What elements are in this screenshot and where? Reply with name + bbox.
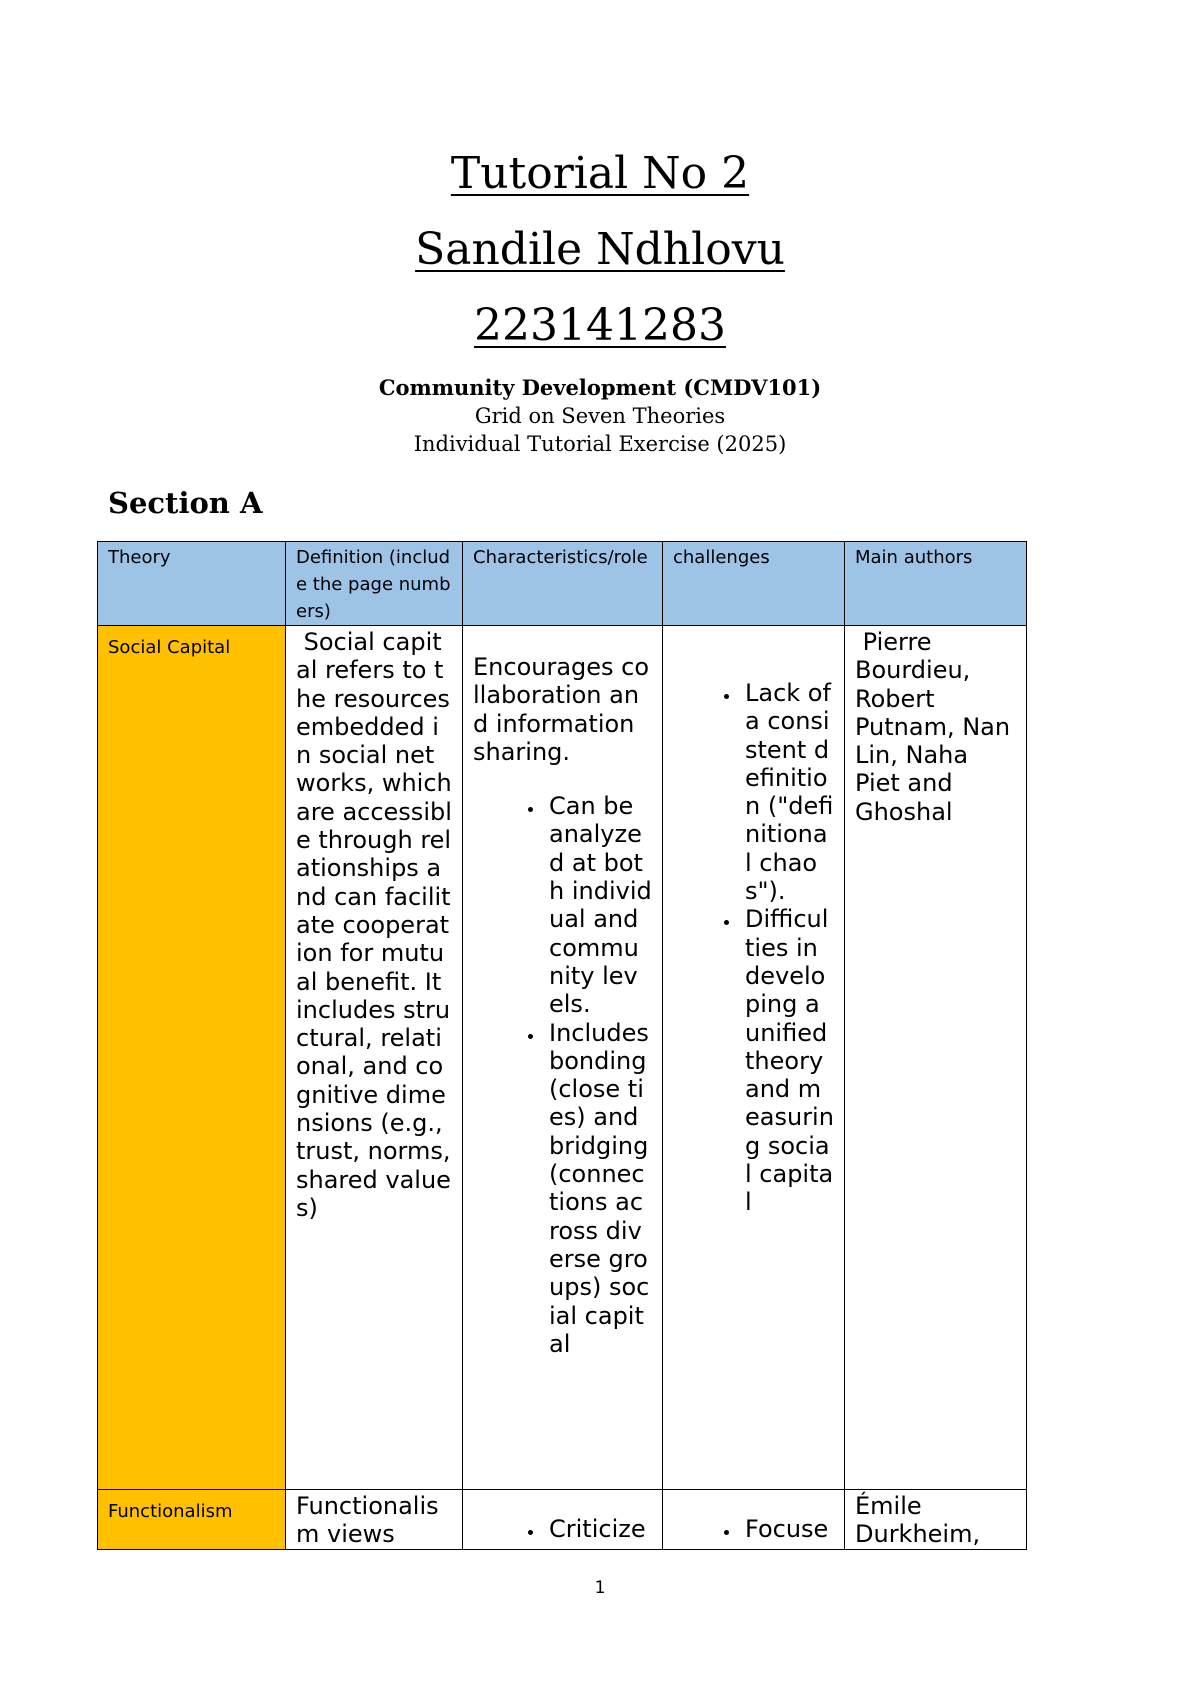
authors-text: Émile Durkheim, [855,1492,981,1549]
course-subtitle: Grid on Seven Theories [474,404,726,428]
student-number: 223141283 [474,300,726,351]
theory-cell: Social Capital [98,626,286,1490]
characteristics-cell [463,626,663,1490]
list-item: • Can be analyzed at both individual and community levels. [545,792,652,1018]
characteristics-list [473,792,652,1358]
header-authors: Main authors [845,542,1027,626]
header-characteristics: Characteristics/role [463,542,663,626]
challenges-list [673,1515,834,1543]
characteristics-intro: Encourages collaboration and information sharing. [473,653,650,766]
table-row [98,1490,1027,1550]
section-heading: Section A [108,486,263,520]
exercise-label: Individual Tutorial Exercise (2025) [413,432,787,456]
list-item: • Lack of a consistent definition ("definitional chaos"). [741,679,834,905]
tutorial-title: Tutorial No 2 [450,148,750,199]
list-item: • Difficulties in developing a unified theory and measuring social capital [741,905,834,1216]
header-definition: Definition (include the page numbers) [286,542,463,626]
challenges-cell [663,1490,845,1550]
definition-text: Functionalism views [296,1492,439,1549]
table-row [98,626,1027,1490]
header-theory: Theory [98,542,286,626]
course-name: Community Development (CMDV101) [378,375,822,400]
definition-cell [286,626,463,1490]
theory-cell: Functionalism [98,1490,286,1550]
student-name: Sandile Ndhlovu [415,224,785,275]
list-item: • Includes bonding (close ties) and bridging (connections across diverse groups) social capital [545,1019,652,1359]
page-number: 1 [594,1578,606,1598]
table-header-row [98,542,1027,626]
authors-cell [845,1490,1027,1550]
authors-text: Pierre Bourdieu, Robert Putnam, Nan Lin, Naha Piet and Ghoshal [855,628,1018,826]
theories-table [97,541,1027,1550]
list-item: • Focuse [741,1515,834,1543]
authors-cell [845,626,1027,1490]
challenges-list [673,679,834,1217]
characteristics-list [473,1515,652,1543]
definition-text: Social capital refers to the resources embedded in social networks, which are accessible through relationships and can facilitate cooperation for mutual benefit. It includes structural, relational, and cognitive dimensions (e.g., trust, norms, shared values) [296,628,460,1222]
characteristics-cell [463,1490,663,1550]
challenges-cell [663,626,845,1490]
definition-cell [286,1490,463,1550]
header-challenges: challenges [663,542,845,626]
list-item: • Criticize [545,1515,652,1543]
